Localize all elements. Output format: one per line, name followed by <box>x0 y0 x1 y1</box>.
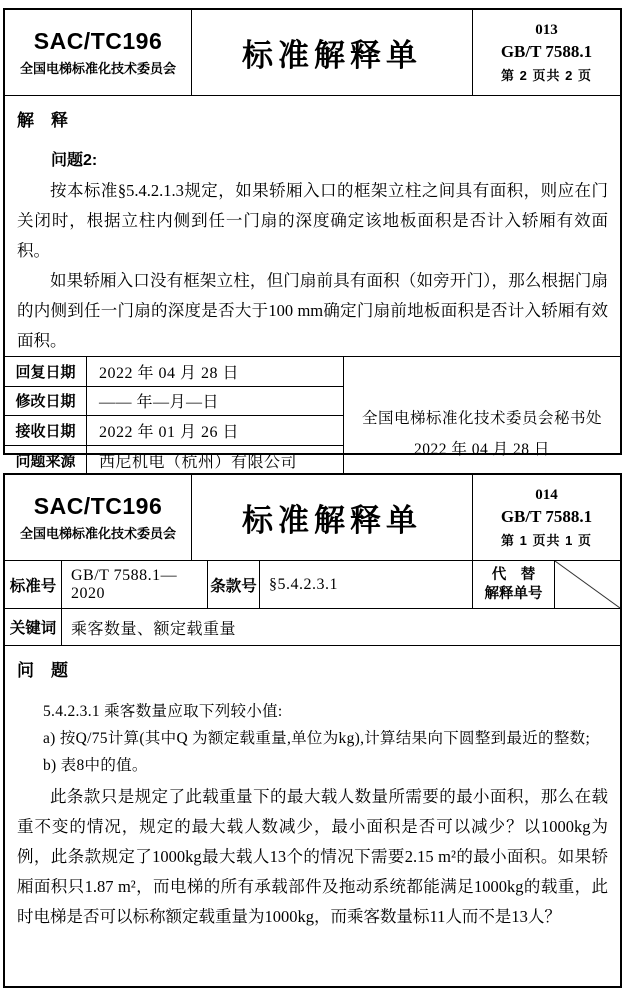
sheet-meta-cell <box>473 10 620 95</box>
sheet-014-header <box>5 475 620 561</box>
interpretation-paragraph: 如果轿厢入口没有框架立柱，但门扇前具有面积（如旁开门），那么根据门扇的内侧到任一门扇的深度是否大于100 mm确定门扇前地板面积是否计入轿厢有效面积。 <box>17 271 608 350</box>
question2-label: 问题2: <box>51 152 98 169</box>
list-item-b: b) 表8中的值。 <box>43 757 148 774</box>
table-row <box>5 387 343 417</box>
keywords-row <box>5 609 620 646</box>
keywords-label: 关键词 <box>5 609 62 645</box>
sheet-title: 标准解释单 <box>192 475 473 560</box>
receive-date-value: 2022 年 01 月 26 日 <box>99 423 240 441</box>
receive-date-label: 接收日期 <box>5 416 87 445</box>
sheet-meta-cell <box>473 475 620 560</box>
question-source-value: 西尼机电（杭州）有限公司 <box>99 453 298 471</box>
standard-no-label: 标准号 <box>5 561 62 608</box>
question-section-label: 问 题 <box>17 661 68 680</box>
replaced-sheet-label-line2: 解释单号 <box>484 585 543 602</box>
org-name: 全国电梯标准化技术委员会 <box>19 526 176 541</box>
sheet-013-header <box>5 10 620 96</box>
interpretation-paragraph: 按本标准§5.4.2.1.3规定，如果轿厢入口的框架立柱之间具有面积，则应在门关闭时，根据立柱内侧到任一门扇的深度确定该地板面积是否计入轿厢有效面积。 <box>17 181 608 260</box>
org-code: SAC/TC196 <box>33 28 163 54</box>
standard-no-value: GB/T 7588.1—2020 <box>62 561 208 608</box>
clause-intro-line: 5.4.2.3.1 乘客数量应取下列较小值: <box>43 703 283 720</box>
secretariat-cell <box>344 357 620 475</box>
interpretation-sheet-013 <box>3 8 622 471</box>
page-info: 第 1 页共 1 页 <box>501 532 592 548</box>
reply-date-label: 回复日期 <box>5 357 87 386</box>
question-section <box>5 646 620 986</box>
replaced-sheet-label-line1: 代 替 <box>491 566 536 583</box>
diagonal-blank-cell <box>555 561 620 608</box>
secretariat-date: 2022 年 04 月 28 日 <box>414 441 550 458</box>
org-cell <box>5 10 192 95</box>
org-code: SAC/TC196 <box>33 493 163 519</box>
standard-number: GB/T 7588.1 <box>500 506 593 526</box>
org-cell <box>5 475 192 560</box>
table-row <box>5 416 343 446</box>
table-row <box>5 357 343 387</box>
org-name: 全国电梯标准化技术委员会 <box>19 61 176 76</box>
standard-number: GB/T 7588.1 <box>500 41 593 61</box>
revision-date-label: 修改日期 <box>5 387 87 416</box>
standard-meta-row <box>5 561 620 609</box>
doc-number: 014 <box>535 486 558 503</box>
reply-date-value: 2022 年 04 月 28 日 <box>99 364 240 382</box>
interpretation-section-label: 解 释 <box>17 111 68 130</box>
doc-number: 013 <box>535 21 558 38</box>
question-paragraph: 此条款只是规定了此载重量下的最大载人数量所需要的最小面积，那么在载重不变的情况，规定的最大载人数减少，最小面积是否可以减少？以1000kg为例，此条款规定了1000kg最大载人13个的情况下需要2.15 m²的最小面积。如果轿厢面积只1.87 m²，而电梯的所有承载部件及拖动系统都能满足1000kg的载重，此时电梯是否可以标称额定载重量为1000kg，而乘客数量标11人而不是13人？ <box>17 787 608 926</box>
revision-date-value: —— 年—月—日 <box>99 394 220 412</box>
interpretation-sheet-014 <box>3 473 622 988</box>
secretariat-name: 全国电梯标准化技术委员会秘书处 <box>361 410 602 427</box>
page-info: 第 2 页共 2 页 <box>501 67 592 83</box>
list-item-a: a) 按Q/75计算(其中Q 为额定载重量,单位为kg),计算结果向下圆整到最近的整数; <box>43 730 591 747</box>
table-row <box>5 446 343 476</box>
info-table-left <box>5 357 344 475</box>
clause-no-label: 条款号 <box>208 561 260 608</box>
clause-no-value: §5.4.2.3.1 <box>260 561 473 608</box>
replaced-sheet-label <box>473 561 555 608</box>
sheet-title: 标准解释单 <box>192 10 473 95</box>
interpretation-section <box>5 96 620 357</box>
question-source-label: 问题来源 <box>5 446 87 476</box>
info-table <box>5 357 620 475</box>
keywords-value: 乘客数量、额定载重量 <box>71 620 237 638</box>
